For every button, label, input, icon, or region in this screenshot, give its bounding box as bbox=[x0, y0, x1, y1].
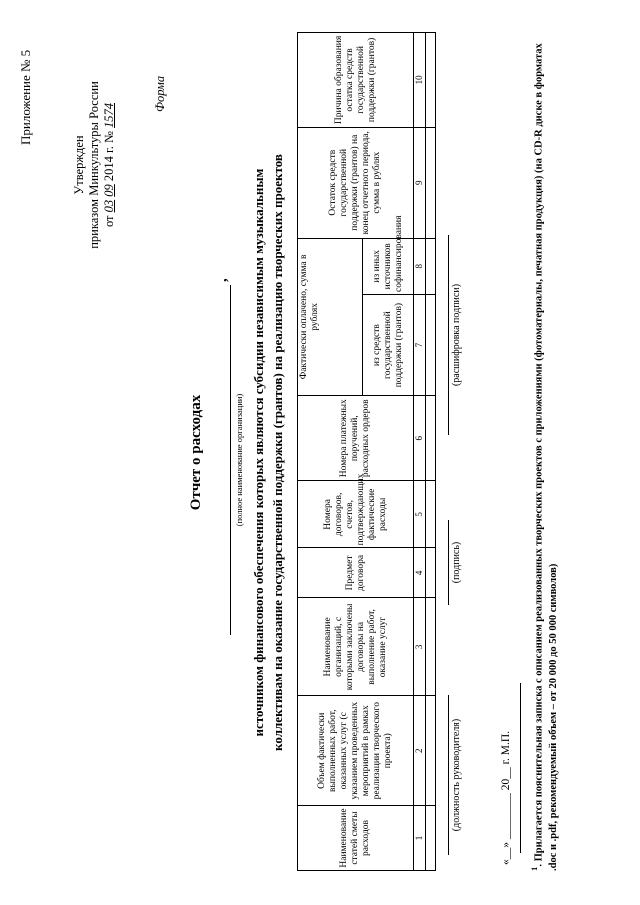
expense-report-table bbox=[297, 32, 436, 871]
approved-day: 03 bbox=[102, 199, 116, 213]
organization-name-line bbox=[229, 285, 231, 635]
col-header-contractors: Наименование организаций, с которыми заключены договоры на выполнение работ, оказание услуг bbox=[298, 598, 414, 696]
col-header-contract-subject: Предмет договора bbox=[298, 548, 414, 598]
col-number: 3 bbox=[414, 598, 426, 696]
col-number: 1 bbox=[414, 806, 426, 871]
approved-line2: приказом Минкультуры России bbox=[87, 81, 101, 249]
organization-comma: , bbox=[214, 278, 230, 282]
table-cell[interactable] bbox=[426, 295, 436, 396]
funding-source-line2: коллективам на оказание государственной поддержки (грантов) на реализацию творческих проектов bbox=[270, 154, 285, 751]
approved-line1: Утвержден bbox=[72, 135, 86, 195]
decoding-line bbox=[448, 235, 449, 435]
col-header-paid-from-other: из иных источников софинансирования bbox=[363, 238, 414, 294]
position-caption: (должность руководителя) bbox=[451, 718, 462, 832]
table-cell[interactable] bbox=[426, 33, 436, 128]
col-header-actually-paid: Фактически оплачено, сумма в рублях bbox=[298, 238, 363, 396]
table-cell[interactable] bbox=[426, 238, 436, 294]
date-and-stamp-line: «__» ________ 20__ г. М.П. bbox=[500, 730, 512, 865]
approved-month: 09 bbox=[102, 184, 116, 197]
table-cell[interactable] bbox=[426, 598, 436, 696]
col-header-remaining-funds: Остаток средств государственной поддержки (грантов) на конец отчетного периода, сумма в рублях bbox=[298, 127, 414, 238]
signature-line bbox=[448, 520, 449, 605]
approved-number: 1574 bbox=[102, 102, 116, 128]
col-header-expense-items: Наименование статей сметы расходов bbox=[298, 806, 414, 871]
form-label: Форма bbox=[153, 75, 167, 112]
col-number: 6 bbox=[414, 396, 426, 481]
footnote-marker: 1 bbox=[529, 866, 539, 871]
col-header-work-volume: Объем фактически выполненных работ, оказанных услуг (с указанием проведенных мероприятий в рамках реализации творческого проекта) bbox=[298, 696, 414, 806]
table-cell[interactable] bbox=[426, 696, 436, 806]
col-number: 2 bbox=[414, 696, 426, 806]
table-cell[interactable] bbox=[426, 806, 436, 871]
col-number: 4 bbox=[414, 548, 426, 598]
approval-stamp bbox=[72, 55, 117, 275]
col-header-contract-numbers: Номера договоров, счетов, подтверждающих фактические расходы bbox=[298, 481, 414, 548]
col-number: 5 bbox=[414, 481, 426, 548]
col-number: 7 bbox=[414, 295, 426, 396]
col-header-paid-from-grant: из средств государственной поддержки (грантов) bbox=[363, 295, 414, 396]
col-number: 10 bbox=[414, 33, 426, 128]
table-cell[interactable] bbox=[426, 481, 436, 548]
col-header-remaining-reason: Причина образования остатка средств государственной поддержки (грантов) bbox=[298, 33, 414, 128]
funding-source-line1: источником финансового обеспечения которых являются субсидии независимым музыкальным bbox=[251, 168, 266, 737]
col-header-payment-orders: Номера платежных поручений, расходных ордеров bbox=[298, 396, 414, 481]
approved-prefix: от bbox=[102, 215, 116, 228]
position-line bbox=[448, 695, 449, 855]
signature-caption: (подпись) bbox=[451, 541, 462, 584]
footnote bbox=[527, 25, 561, 871]
approved-year: 2014 г. № bbox=[102, 131, 116, 182]
decoding-caption: (расшифровка подписи) bbox=[451, 283, 462, 387]
appendix-label: Приложение № 5 bbox=[18, 49, 33, 145]
col-number: 9 bbox=[414, 127, 426, 238]
table-cell[interactable] bbox=[426, 548, 436, 598]
organization-caption: (полное наименование организации) bbox=[234, 393, 244, 527]
table-cell[interactable] bbox=[426, 396, 436, 481]
footnote-text: . Прилагается пояснительная записка с описанием реализованных творческих проектов с приложениями (фотоматериалы, печатная продукция) (на CD-R диске в форматах .doc и .pdf, рекомендуемый объем – от 20 000 до 50 000 символов) bbox=[533, 43, 559, 871]
report-title: Отчет о расходах bbox=[188, 394, 204, 511]
table-cell[interactable] bbox=[426, 127, 436, 238]
col-number: 8 bbox=[414, 238, 426, 294]
footnote-rule bbox=[520, 683, 521, 853]
approved-line3 bbox=[102, 55, 117, 275]
